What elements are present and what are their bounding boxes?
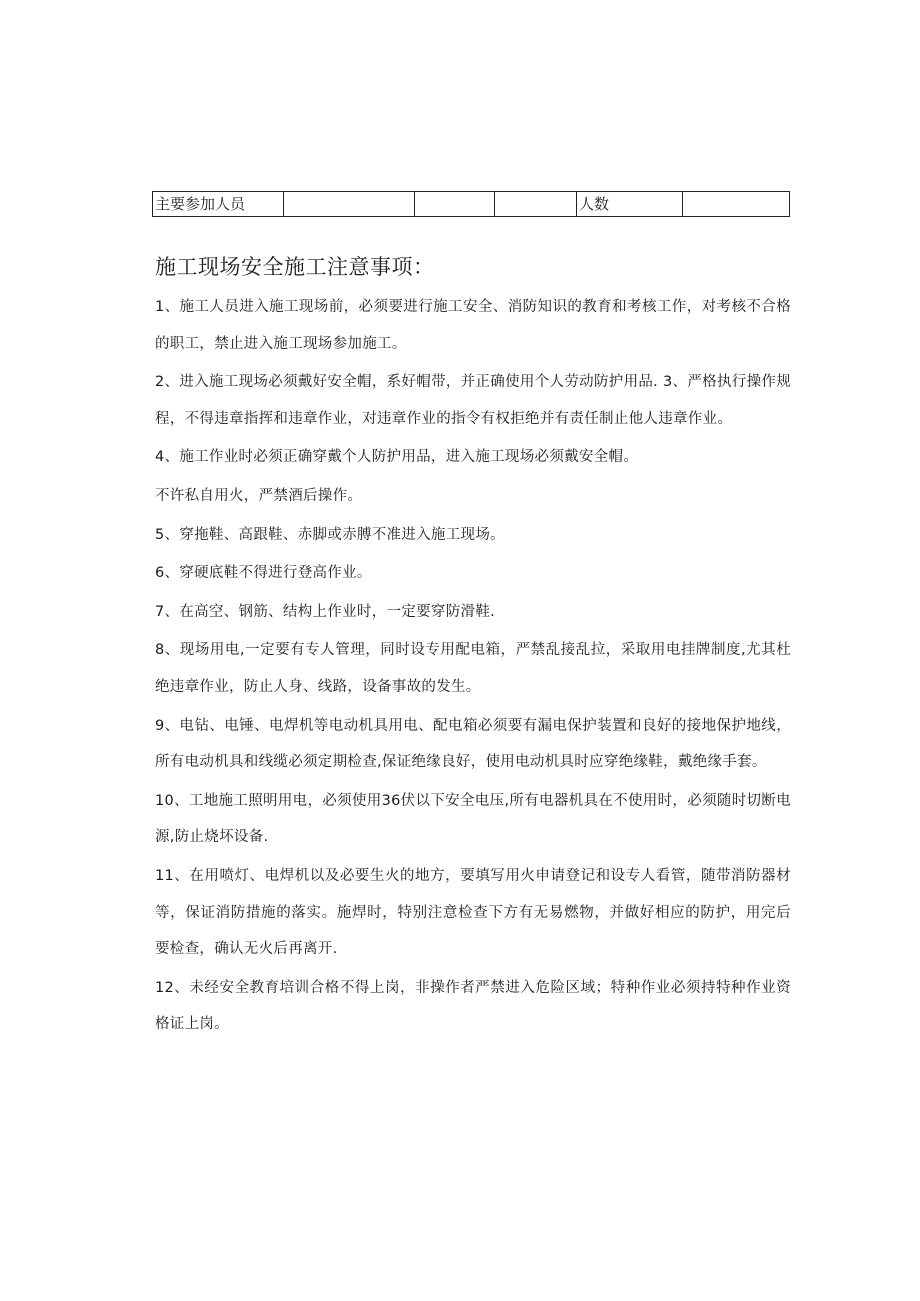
participants-field-3[interactable]: [495, 192, 577, 217]
rule-paragraph: 8、现场用电,一定要有专人管理，同时设专用配电箱，严禁乱接乱拉，采取用电挂牌制度,尤其杜绝违章作业，防止人身、线路，设备事故的发生。: [155, 642, 791, 695]
participants-label-cell: 主要参加人员: [153, 192, 284, 217]
table-row: [153, 192, 790, 217]
participants-table: [152, 191, 790, 217]
section-title: 施工现场安全施工注意事项：: [155, 255, 435, 279]
rule-paragraph: 12、未经安全教育培训合格不得上岗，非操作者严禁进入危险区域；特种作业必须持特种作业资格证上岗。: [155, 979, 791, 1033]
rule-paragraph: 2、进入施工现场必须戴好安全帽，系好帽带，并正确使用个人劳动防护用品. 3、严格执行操作规程，不得违章指挥和违章作业，对违章作业的指令有权拒绝并有责任制止他人违章作业。: [155, 374, 791, 427]
rule-paragraph: 11、在用喷灯、电焊机以及必要生火的地方，要填写用火申请登记和设专人看管，随带消防器材等，保证消防措施的落实。施焊时，特别注意检查下方有无易燃物，并做好相应的防护，用完后要检查，确认无火后再离开.: [155, 867, 791, 958]
count-label-cell: 人数: [577, 192, 683, 217]
count-field[interactable]: [683, 192, 790, 217]
safety-rules-body: [155, 289, 791, 1045]
rule-paragraph: 1、施工人员进入施工现场前，必须要进行施工安全、消防知识的教育和考核工作，对考核不合格的职工，禁止进入施工现场参加施工。: [155, 299, 791, 352]
rule-paragraph: 5、穿拖鞋、高跟鞋、赤脚或赤膊不准进入施工现场。: [155, 526, 505, 543]
participants-field-2[interactable]: [415, 192, 495, 217]
rule-paragraph: 10、工地施工照明用电，必须使用36伏以下安全电压,所有电器机具在不使用时，必须随时切断电源,防止烧坏设备.: [155, 792, 791, 846]
rule-paragraph: 4、施工作业时必须正确穿戴个人防护用品，进入施工现场必须戴安全帽。: [155, 449, 639, 466]
rule-paragraph: 7、在高空、钢筋、结构上作业时，一定要穿防滑鞋.: [155, 603, 496, 620]
rule-paragraph: 不许私自用火，严禁酒后操作。: [155, 487, 363, 504]
rule-paragraph: 9、电钻、电锤、电焊机等电动机具用电、配电箱必须要有漏电保护装置和良好的接地保护地线，所有电动机具和线缆必须定期检查,保证绝缘良好，使用电动机具时应穿绝缘鞋，戴绝缘手套。: [155, 717, 791, 771]
participants-field-1[interactable]: [284, 192, 415, 217]
rule-paragraph: 6、穿硬底鞋不得进行登高作业。: [155, 565, 372, 582]
